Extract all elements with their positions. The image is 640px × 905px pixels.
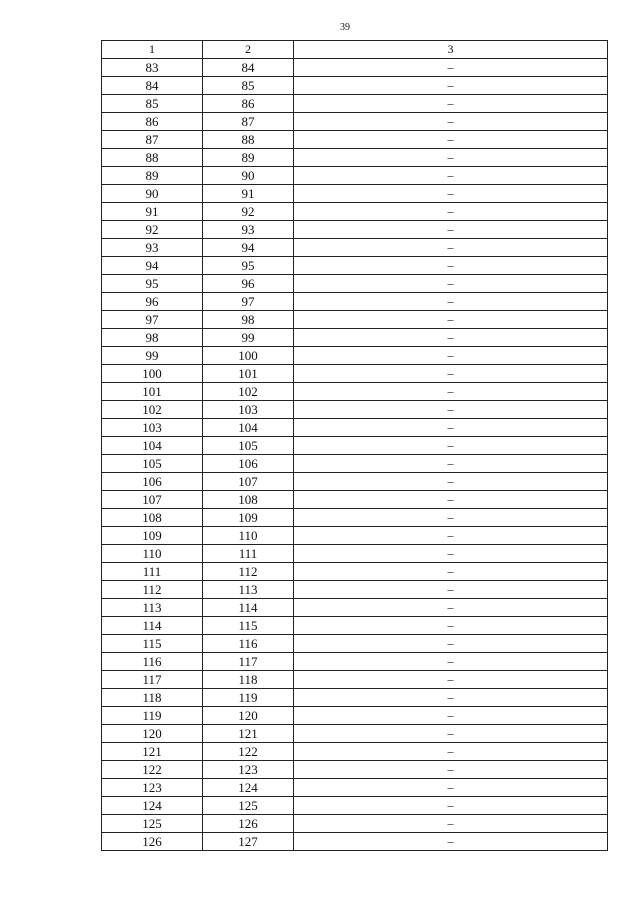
table-cell-col-3: – — [294, 329, 608, 347]
table-cell-col-3: – — [294, 365, 608, 383]
table-row — [102, 149, 608, 167]
column-header-2: 2 — [203, 41, 294, 59]
table-cell-col-1: 85 — [102, 95, 203, 113]
table-row — [102, 653, 608, 671]
table-row — [102, 473, 608, 491]
table-cell-col-3: – — [294, 527, 608, 545]
table-cell-col-1: 118 — [102, 689, 203, 707]
table-cell-col-1: 104 — [102, 437, 203, 455]
table-row — [102, 401, 608, 419]
table-cell-col-2: 113 — [203, 581, 294, 599]
table-cell-col-3: – — [294, 617, 608, 635]
table-cell-col-3: – — [294, 347, 608, 365]
table-cell-col-3: – — [294, 311, 608, 329]
table-cell-col-3: – — [294, 563, 608, 581]
table-row — [102, 509, 608, 527]
table-cell-col-1: 97 — [102, 311, 203, 329]
table-cell-col-1: 99 — [102, 347, 203, 365]
table-row — [102, 563, 608, 581]
table-cell-col-3: – — [294, 401, 608, 419]
table-row — [102, 689, 608, 707]
table-cell-col-3: – — [294, 185, 608, 203]
table-cell-col-2: 126 — [203, 815, 294, 833]
table-cell-col-2: 111 — [203, 545, 294, 563]
table-cell-col-2: 108 — [203, 491, 294, 509]
table-cell-col-2: 89 — [203, 149, 294, 167]
table-row — [102, 329, 608, 347]
table-cell-col-2: 91 — [203, 185, 294, 203]
table-cell-col-2: 127 — [203, 833, 294, 851]
table-cell-col-2: 106 — [203, 455, 294, 473]
table-cell-col-1: 102 — [102, 401, 203, 419]
table-cell-col-2: 121 — [203, 725, 294, 743]
table-cell-col-3: – — [294, 761, 608, 779]
table-row — [102, 743, 608, 761]
table-cell-col-2: 122 — [203, 743, 294, 761]
table-cell-col-1: 84 — [102, 77, 203, 95]
table-cell-col-3: – — [294, 293, 608, 311]
table-cell-col-2: 118 — [203, 671, 294, 689]
table-cell-col-3: – — [294, 671, 608, 689]
table-row — [102, 419, 608, 437]
table-cell-col-3: – — [294, 113, 608, 131]
table-cell-col-2: 117 — [203, 653, 294, 671]
table-row — [102, 815, 608, 833]
table-cell-col-2: 124 — [203, 779, 294, 797]
table-row — [102, 95, 608, 113]
table-cell-col-2: 105 — [203, 437, 294, 455]
table-cell-col-1: 107 — [102, 491, 203, 509]
table-cell-col-2: 114 — [203, 599, 294, 617]
table-cell-col-1: 103 — [102, 419, 203, 437]
table-cell-col-1: 109 — [102, 527, 203, 545]
table-row — [102, 545, 608, 563]
table-cell-col-2: 112 — [203, 563, 294, 581]
table-cell-col-1: 119 — [102, 707, 203, 725]
table-cell-col-2: 110 — [203, 527, 294, 545]
table-row — [102, 527, 608, 545]
table-row — [102, 671, 608, 689]
table-cell-col-2: 102 — [203, 383, 294, 401]
table-cell-col-1: 112 — [102, 581, 203, 599]
table-cell-col-2: 104 — [203, 419, 294, 437]
table-cell-col-1: 123 — [102, 779, 203, 797]
table-cell-col-1: 87 — [102, 131, 203, 149]
table-cell-col-3: – — [294, 149, 608, 167]
table-cell-col-3: – — [294, 167, 608, 185]
table-cell-col-3: – — [294, 131, 608, 149]
table-row — [102, 293, 608, 311]
table-row — [102, 77, 608, 95]
table-cell-col-3: – — [294, 581, 608, 599]
column-header-3: 3 — [294, 41, 608, 59]
table-cell-col-1: 106 — [102, 473, 203, 491]
table-cell-col-1: 125 — [102, 815, 203, 833]
table-cell-col-2: 125 — [203, 797, 294, 815]
table-cell-col-1: 100 — [102, 365, 203, 383]
table-cell-col-2: 92 — [203, 203, 294, 221]
table-cell-col-3: – — [294, 509, 608, 527]
column-header-1: 1 — [102, 41, 203, 59]
table-cell-col-2: 96 — [203, 275, 294, 293]
table-cell-col-1: 83 — [102, 59, 203, 77]
table-row — [102, 455, 608, 473]
table-cell-col-2: 109 — [203, 509, 294, 527]
table-cell-col-1: 94 — [102, 257, 203, 275]
table-cell-col-3: – — [294, 203, 608, 221]
table-cell-col-2: 101 — [203, 365, 294, 383]
table-cell-col-3: – — [294, 77, 608, 95]
table-row — [102, 239, 608, 257]
table-cell-col-1: 122 — [102, 761, 203, 779]
table-cell-col-3: – — [294, 221, 608, 239]
table-row — [102, 113, 608, 131]
table-cell-col-1: 93 — [102, 239, 203, 257]
table-cell-col-1: 89 — [102, 167, 203, 185]
table-cell-col-3: – — [294, 815, 608, 833]
table-cell-col-3: – — [294, 743, 608, 761]
header-row — [102, 41, 608, 59]
table-cell-col-3: – — [294, 653, 608, 671]
table-body — [102, 59, 608, 851]
table-cell-col-2: 86 — [203, 95, 294, 113]
table-cell-col-2: 99 — [203, 329, 294, 347]
table-cell-col-1: 126 — [102, 833, 203, 851]
table-cell-col-1: 113 — [102, 599, 203, 617]
table-cell-col-1: 86 — [102, 113, 203, 131]
table-cell-col-2: 115 — [203, 617, 294, 635]
table-cell-col-1: 110 — [102, 545, 203, 563]
table-cell-col-2: 123 — [203, 761, 294, 779]
table-cell-col-3: – — [294, 725, 608, 743]
page-number: 39 — [340, 22, 350, 33]
table-cell-col-2: 120 — [203, 707, 294, 725]
table-cell-col-2: 98 — [203, 311, 294, 329]
table-row — [102, 347, 608, 365]
table-cell-col-3: – — [294, 437, 608, 455]
table-cell-col-1: 108 — [102, 509, 203, 527]
table-cell-col-3: – — [294, 455, 608, 473]
table-row — [102, 617, 608, 635]
table-cell-col-1: 90 — [102, 185, 203, 203]
table-row — [102, 761, 608, 779]
table-cell-col-3: – — [294, 545, 608, 563]
table-cell-col-2: 87 — [203, 113, 294, 131]
table-row — [102, 437, 608, 455]
table-cell-col-2: 84 — [203, 59, 294, 77]
table-row — [102, 833, 608, 851]
data-table — [101, 40, 608, 851]
table-cell-col-3: – — [294, 239, 608, 257]
table-header — [102, 41, 608, 59]
table-row — [102, 797, 608, 815]
table-cell-col-1: 120 — [102, 725, 203, 743]
table-row — [102, 581, 608, 599]
table-row — [102, 275, 608, 293]
table-cell-col-3: – — [294, 59, 608, 77]
table-row — [102, 365, 608, 383]
table-row — [102, 185, 608, 203]
table-cell-col-3: – — [294, 257, 608, 275]
table-cell-col-2: 119 — [203, 689, 294, 707]
table-cell-col-1: 92 — [102, 221, 203, 239]
table-cell-col-3: – — [294, 599, 608, 617]
table-row — [102, 131, 608, 149]
table-cell-col-1: 116 — [102, 653, 203, 671]
table-cell-col-2: 107 — [203, 473, 294, 491]
table-row — [102, 707, 608, 725]
table-cell-col-1: 91 — [102, 203, 203, 221]
table-cell-col-2: 93 — [203, 221, 294, 239]
table-cell-col-2: 90 — [203, 167, 294, 185]
table-cell-col-1: 114 — [102, 617, 203, 635]
table-cell-col-2: 100 — [203, 347, 294, 365]
table-cell-col-3: – — [294, 635, 608, 653]
table-row — [102, 203, 608, 221]
table-cell-col-1: 121 — [102, 743, 203, 761]
table-row — [102, 257, 608, 275]
table-row — [102, 779, 608, 797]
table-cell-col-3: – — [294, 473, 608, 491]
table-cell-col-3: – — [294, 707, 608, 725]
table-cell-col-1: 117 — [102, 671, 203, 689]
table-cell-col-1: 88 — [102, 149, 203, 167]
table-row — [102, 491, 608, 509]
table-cell-col-3: – — [294, 689, 608, 707]
table-cell-col-3: – — [294, 275, 608, 293]
table-cell-col-2: 103 — [203, 401, 294, 419]
table-cell-col-2: 97 — [203, 293, 294, 311]
table-row — [102, 599, 608, 617]
table-row — [102, 725, 608, 743]
table-cell-col-1: 98 — [102, 329, 203, 347]
table-cell-col-1: 111 — [102, 563, 203, 581]
table-cell-col-2: 88 — [203, 131, 294, 149]
table-cell-col-2: 116 — [203, 635, 294, 653]
table-cell-col-2: 95 — [203, 257, 294, 275]
table-row — [102, 383, 608, 401]
table-row — [102, 635, 608, 653]
table-row — [102, 59, 608, 77]
table-cell-col-1: 95 — [102, 275, 203, 293]
table-cell-col-3: – — [294, 95, 608, 113]
table-cell-col-1: 105 — [102, 455, 203, 473]
table-row — [102, 221, 608, 239]
table-cell-col-1: 101 — [102, 383, 203, 401]
table-cell-col-3: – — [294, 419, 608, 437]
table-cell-col-3: – — [294, 833, 608, 851]
table-cell-col-1: 115 — [102, 635, 203, 653]
table-cell-col-3: – — [294, 797, 608, 815]
table-cell-col-1: 124 — [102, 797, 203, 815]
table-cell-col-3: – — [294, 383, 608, 401]
table-cell-col-2: 85 — [203, 77, 294, 95]
table-cell-col-3: – — [294, 491, 608, 509]
table-row — [102, 167, 608, 185]
table-cell-col-2: 94 — [203, 239, 294, 257]
table-cell-col-1: 96 — [102, 293, 203, 311]
table-cell-col-3: – — [294, 779, 608, 797]
table-row — [102, 311, 608, 329]
